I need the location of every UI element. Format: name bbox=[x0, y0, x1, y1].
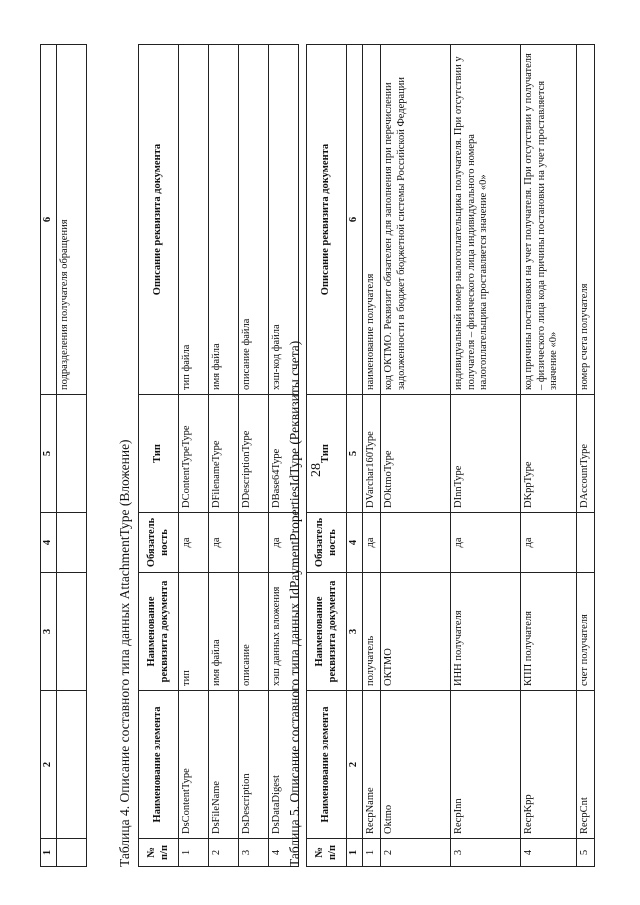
col-number: 5 bbox=[41, 395, 57, 513]
col-number: 4 bbox=[41, 513, 57, 573]
cell: DFilenameType bbox=[209, 395, 239, 513]
col-number: 1 bbox=[41, 839, 57, 867]
cell: 4 bbox=[269, 839, 299, 867]
col-number: 4 bbox=[347, 513, 363, 573]
cell: 1 bbox=[179, 839, 209, 867]
cell: DOktmoType bbox=[380, 395, 450, 513]
continuation-table bbox=[40, 44, 87, 867]
cell: подразделения получателя обращения bbox=[56, 45, 86, 395]
col-number: 3 bbox=[41, 573, 57, 691]
cell: 3 bbox=[450, 839, 520, 867]
cell bbox=[56, 839, 86, 867]
cell: имя файла bbox=[209, 45, 239, 395]
col-number: 1 bbox=[347, 839, 363, 867]
header-cell: Тип bbox=[307, 395, 347, 513]
col-number: 2 bbox=[347, 691, 363, 839]
header-cell: Тип bbox=[139, 395, 179, 513]
col-number: 5 bbox=[347, 395, 363, 513]
cell bbox=[239, 513, 269, 573]
col-number: 6 bbox=[347, 45, 363, 395]
table5-number-row bbox=[347, 45, 363, 867]
cell bbox=[56, 573, 86, 691]
cell bbox=[56, 395, 86, 513]
cell bbox=[576, 513, 594, 573]
header-cell: Обязатель ность bbox=[307, 513, 347, 573]
header-cell: № п/п bbox=[307, 839, 347, 867]
cell: 3 bbox=[239, 839, 269, 867]
table5-header-row bbox=[307, 45, 347, 867]
cell: код причины постановки на учет получателя. При отсутствии у получателя – физического лица кода причины постановки на учет проставляется значение «0» bbox=[520, 45, 576, 395]
cell: да bbox=[179, 513, 209, 573]
cell: RecpInn bbox=[450, 691, 520, 839]
cell: да bbox=[269, 513, 299, 573]
cell: имя файла bbox=[209, 573, 239, 691]
cell: хэш данных вложения bbox=[269, 573, 299, 691]
cell bbox=[380, 513, 450, 573]
cell: DsFileName bbox=[209, 691, 239, 839]
table4 bbox=[138, 44, 299, 867]
header-cell: Наименование элемента bbox=[139, 691, 179, 839]
cell: 4 bbox=[520, 839, 576, 867]
header-cell: Наименование реквизита документа bbox=[307, 573, 347, 691]
col-number: 3 bbox=[347, 573, 363, 691]
table4-caption: Таблица 4. Описание составного типа данных AttachmentType (Вложение) bbox=[117, 439, 132, 867]
cell: наименование получателя bbox=[362, 45, 380, 395]
cell: хэш-код файла bbox=[269, 45, 299, 395]
header-cell: № п/п bbox=[139, 839, 179, 867]
table-row bbox=[179, 45, 209, 867]
header-cell: Наименование реквизита документа bbox=[139, 573, 179, 691]
cell: счет получателя bbox=[576, 573, 594, 691]
cell: 2 bbox=[209, 839, 239, 867]
cell: КПП получателя bbox=[520, 573, 576, 691]
table-row bbox=[362, 45, 380, 867]
cell: 2 bbox=[380, 839, 450, 867]
table-row bbox=[380, 45, 450, 867]
cell: DBase64Type bbox=[269, 395, 299, 513]
table-row bbox=[239, 45, 269, 867]
cell: DsDescription bbox=[239, 691, 269, 839]
cell: RecpCnt bbox=[576, 691, 594, 839]
continuation-header-row bbox=[41, 45, 57, 867]
table-row bbox=[56, 45, 86, 867]
cell bbox=[56, 691, 86, 839]
cell: RecpKpp bbox=[520, 691, 576, 839]
cell: да bbox=[362, 513, 380, 573]
table-row bbox=[450, 45, 520, 867]
header-cell: Наименование элемента bbox=[307, 691, 347, 839]
cell: да bbox=[209, 513, 239, 573]
cell: DAccountType bbox=[576, 395, 594, 513]
header-cell: Описание реквизита документа bbox=[139, 45, 179, 395]
cell: описание bbox=[239, 573, 269, 691]
cell: получатель bbox=[362, 573, 380, 691]
cell: DInnType bbox=[450, 395, 520, 513]
col-number: 2 bbox=[41, 691, 57, 839]
cell: 5 bbox=[576, 839, 594, 867]
cell: да bbox=[520, 513, 576, 573]
cell: да bbox=[450, 513, 520, 573]
cell: ОКТМО bbox=[380, 573, 450, 691]
page-number: 28 bbox=[309, 463, 324, 477]
cell: тип файла bbox=[179, 45, 209, 395]
cell: номер счета получателя bbox=[576, 45, 594, 395]
cell: RecpName bbox=[362, 691, 380, 839]
cell: описание файла bbox=[239, 45, 269, 395]
cell: DsDataDigest bbox=[269, 691, 299, 839]
cell: Oktmo bbox=[380, 691, 450, 839]
cell: 1 bbox=[362, 839, 380, 867]
cell: код ОКТМО. Реквизит обязателен для заполнения при перечислении задолженности в бюджет бюджетной системы Российской Федерации bbox=[380, 45, 450, 395]
header-cell: Обязатель ность bbox=[139, 513, 179, 573]
header-cell: Описание реквизита документа bbox=[307, 45, 347, 395]
table5-caption: Таблица 5. Описание составного типа данных IdPaymentPropertiesIdType (Реквизиты счета) bbox=[287, 340, 302, 867]
cell: индивидуальный номер налогоплательщика получателя. При отсутствии у получателя – физического лица индивидуального номера налогоплательщика проставляется значение «0» bbox=[450, 45, 520, 395]
col-number: 6 bbox=[41, 45, 57, 395]
cell: тип bbox=[179, 573, 209, 691]
table4-header-row bbox=[139, 45, 179, 867]
cell: DContentTypeType bbox=[179, 395, 209, 513]
table-row bbox=[520, 45, 576, 867]
cell: DKppType bbox=[520, 395, 576, 513]
table5 bbox=[306, 44, 595, 867]
cell: DVarchar160Type bbox=[362, 395, 380, 513]
table-row bbox=[209, 45, 239, 867]
cell bbox=[56, 513, 86, 573]
cell: DDescriptionType bbox=[239, 395, 269, 513]
table-row bbox=[576, 45, 594, 867]
cell: DsContentType bbox=[179, 691, 209, 839]
cell: ИНН получателя bbox=[450, 573, 520, 691]
